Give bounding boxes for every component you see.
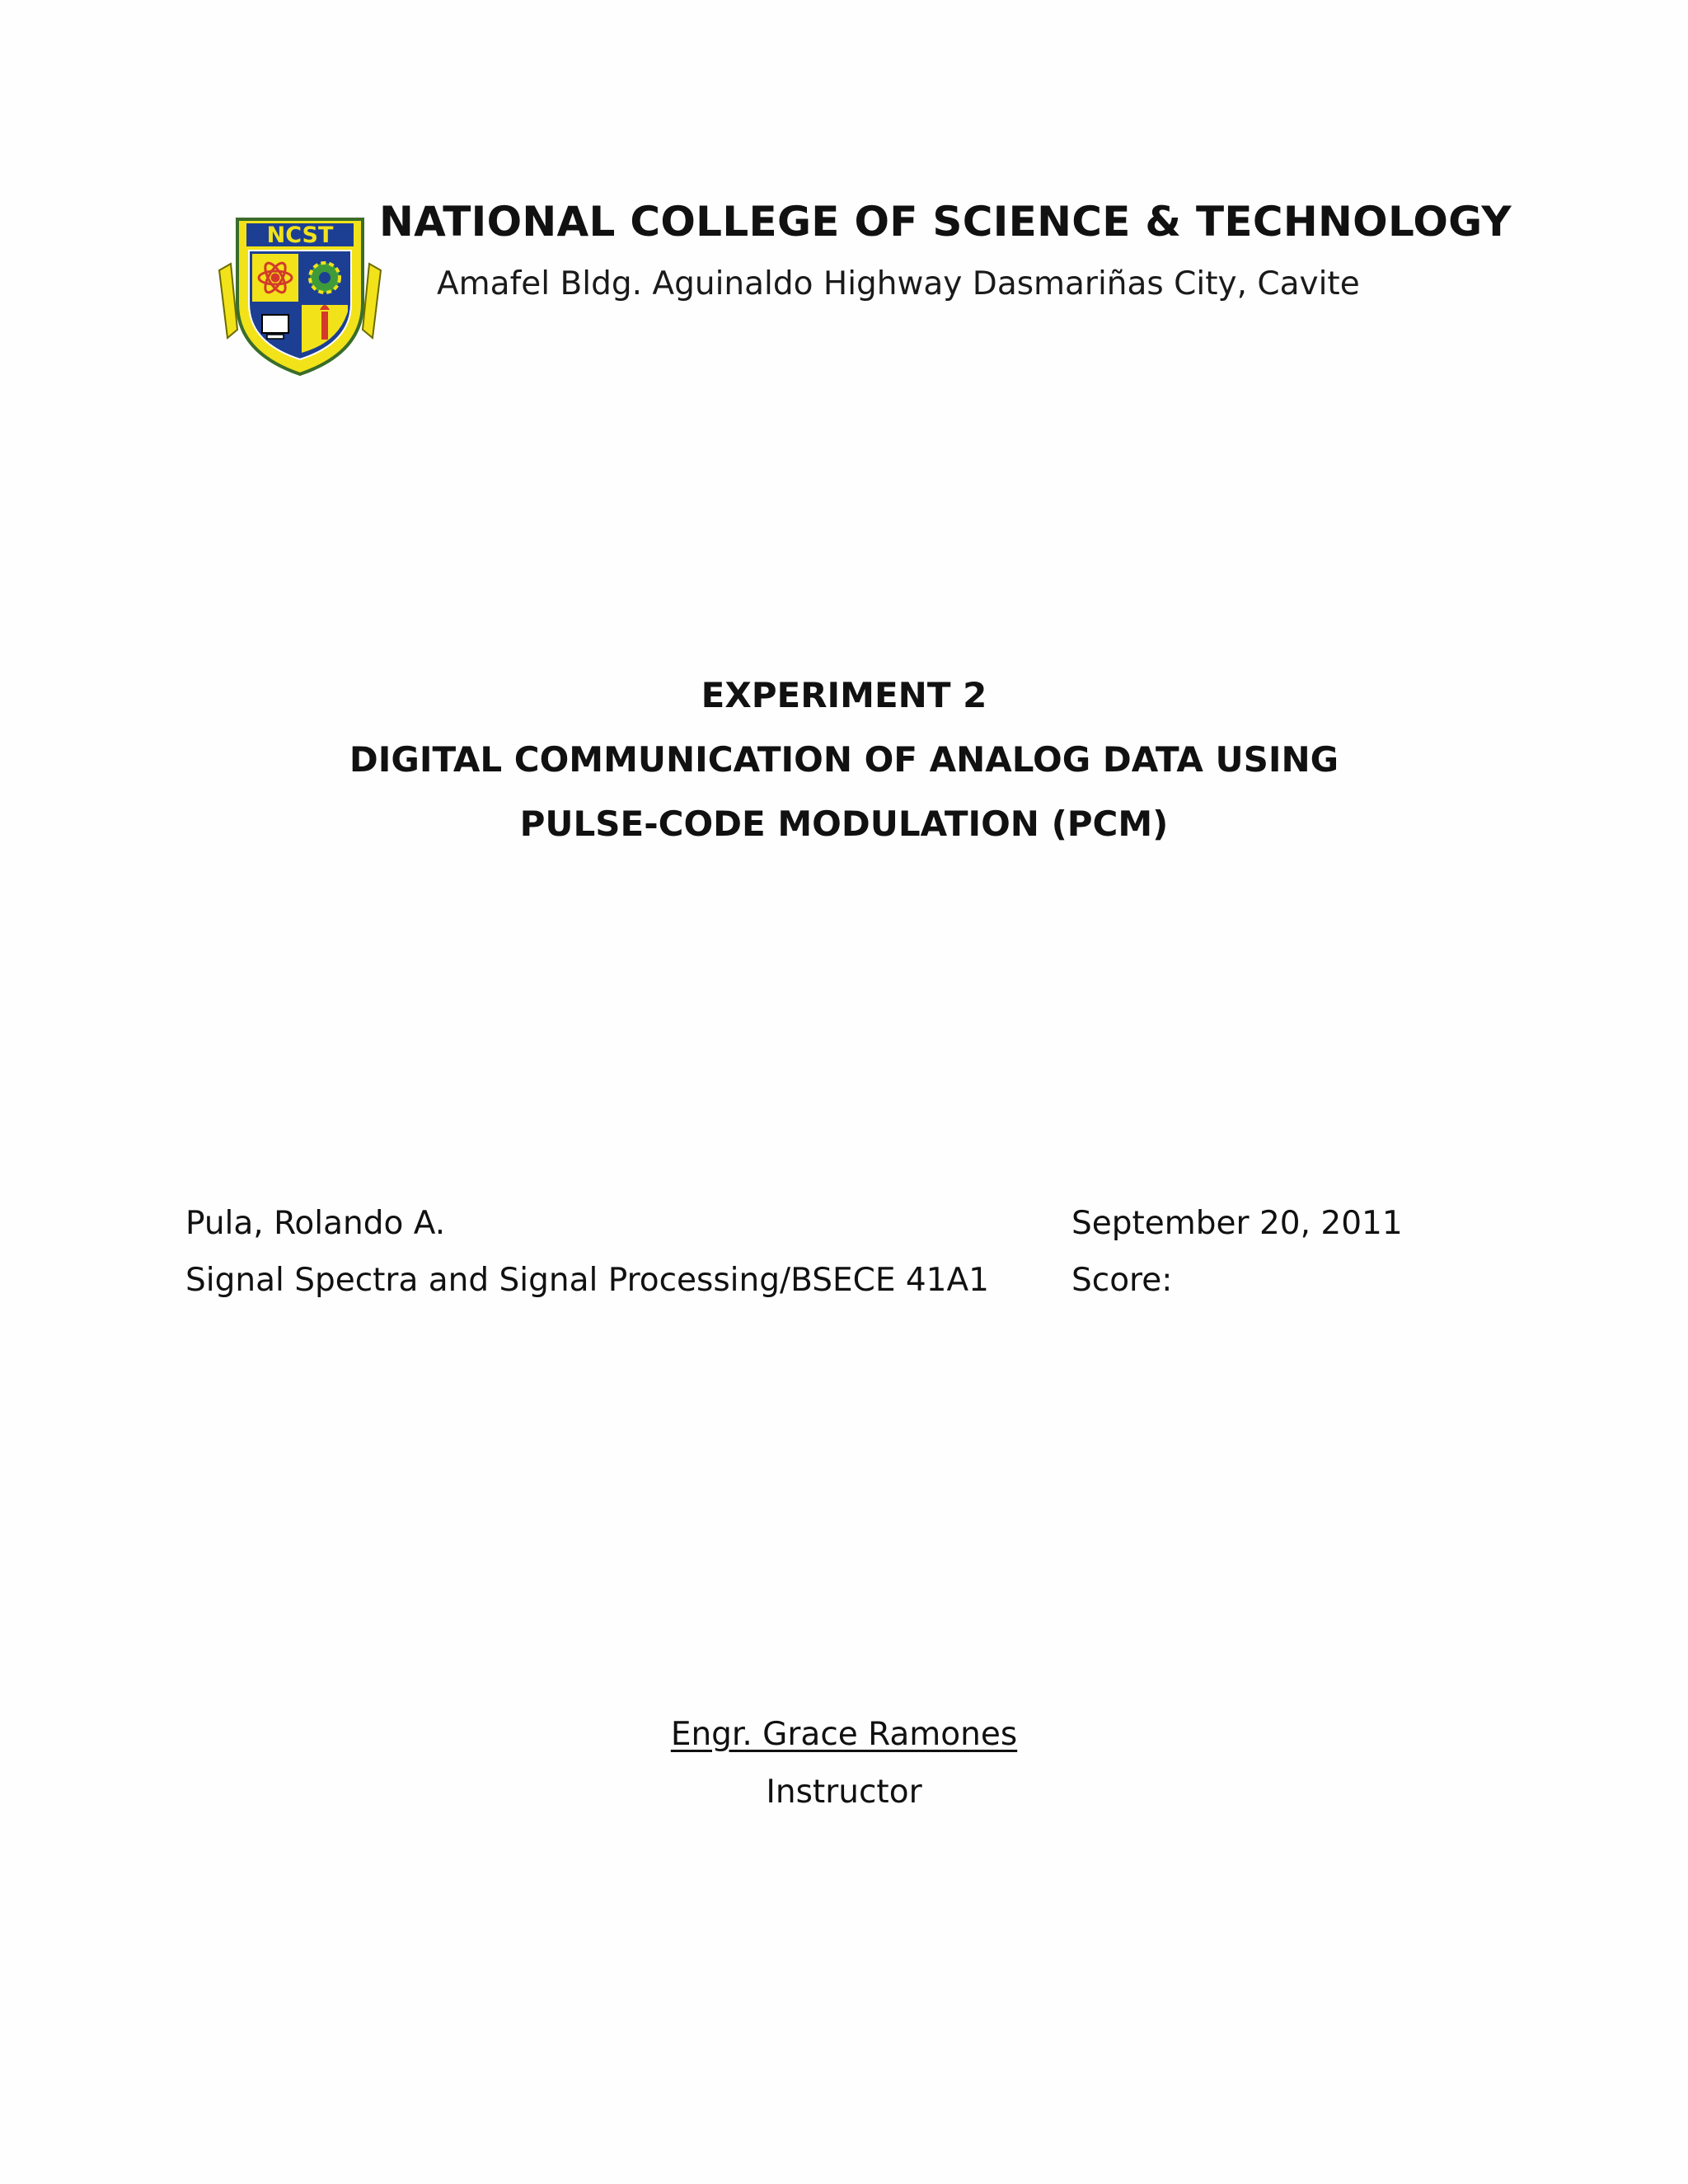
student-info <box>185 1195 989 1309</box>
student-name: Pula, Rolando A. <box>185 1205 446 1242</box>
experiment-title <box>0 663 1688 856</box>
college-name: NATIONAL COLLEGE OF SCIENCE & TECHNOLOGY <box>379 198 1512 246</box>
instructor-signature-block <box>0 1706 1688 1821</box>
logo-label: NCST <box>266 223 334 248</box>
submission-info <box>1071 1195 1403 1309</box>
ncst-seal-logo <box>213 206 387 379</box>
college-address: Amafel Bldg. Aguinaldo Highway Dasmariñas City, Cavite <box>437 265 1360 302</box>
title-line-3: PULSE-CODE MODULATION (PCM) <box>519 804 1169 844</box>
instructor-name: Engr. Grace Ramones <box>670 1716 1018 1753</box>
title-line-2: DIGITAL COMMUNICATION OF ANALOG DATA USING <box>349 739 1339 780</box>
submission-date: September 20, 2011 <box>1071 1205 1403 1242</box>
title-line-1: EXPERIMENT 2 <box>701 675 987 715</box>
course-section: Signal Spectra and Signal Processing/BSECE 41A1 <box>185 1262 989 1299</box>
instructor-role: Instructor <box>766 1774 922 1811</box>
score-label: Score: <box>1071 1262 1173 1299</box>
